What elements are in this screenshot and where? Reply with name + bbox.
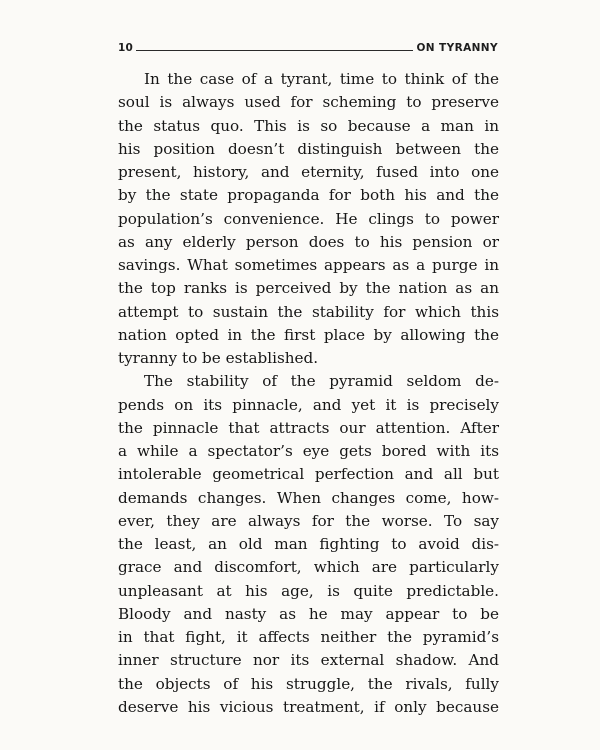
- text-line: in that fight, it affects neither the pyramid’s: [118, 628, 499, 646]
- text-line: demands changes. When changes come, how-: [118, 488, 499, 507]
- text-line: soul is always used for scheming to preserve: [118, 93, 499, 112]
- text-line: by the state propaganda for both his and the: [118, 186, 499, 205]
- text-line: his position doesn’t distinguish between the: [118, 139, 499, 158]
- text-line: present, history, and eternity, fused into one: [118, 163, 499, 181]
- text-line: intolerable geometrical perfection and all but: [118, 465, 499, 484]
- paragraph-1: [118, 68, 499, 370]
- body-text: [118, 68, 499, 719]
- text-line: the pinnacle that attracts our attention. After: [118, 418, 499, 437]
- text-line: nation opted in the first place by allowing the: [118, 325, 499, 344]
- text-line: Bloody and nasty as he may appear to be: [118, 604, 499, 623]
- text-line: deserve his vicious treatment, if only because: [118, 697, 499, 716]
- text-line: savings. What sometimes appears as a purge in: [118, 256, 499, 274]
- text-line: population’s convenience. He clings to power: [118, 209, 499, 228]
- text-line: the status quo. This is so because a man in: [118, 116, 499, 135]
- header-rule: [136, 50, 413, 51]
- text-line: the top ranks is perceived by the nation as an: [118, 279, 499, 298]
- text-line: as any elderly person does to his pension or: [118, 232, 499, 251]
- running-head: [118, 36, 498, 54]
- text-line: the objects of his struggle, the rivals, fully: [118, 674, 499, 693]
- paragraph-2: [118, 370, 499, 719]
- text-line: the least, an old man fighting to avoid dis-: [118, 535, 499, 553]
- page-number: 10: [118, 42, 134, 54]
- text-line: unpleasant at his age, is quite predictable.: [118, 581, 499, 600]
- text-line: tyranny to be established.: [118, 349, 319, 367]
- text-line: a while a spectator’s eye gets bored with its: [118, 442, 499, 460]
- text-line: The stability of the pyramid seldom de-: [144, 372, 499, 391]
- text-line: attempt to sustain the stability for which this: [118, 302, 499, 321]
- running-title: ON TYRANNY: [416, 42, 498, 54]
- text-line: ever, they are always for the worse. To say: [118, 511, 499, 530]
- text-line: pends on its pinnacle, and yet it is precisely: [118, 395, 499, 414]
- text-line: In the case of a tyrant, time to think of the: [144, 70, 499, 88]
- text-line: inner structure nor its external shadow. And: [118, 651, 499, 670]
- text-line: grace and discomfort, which are particularly: [118, 558, 499, 577]
